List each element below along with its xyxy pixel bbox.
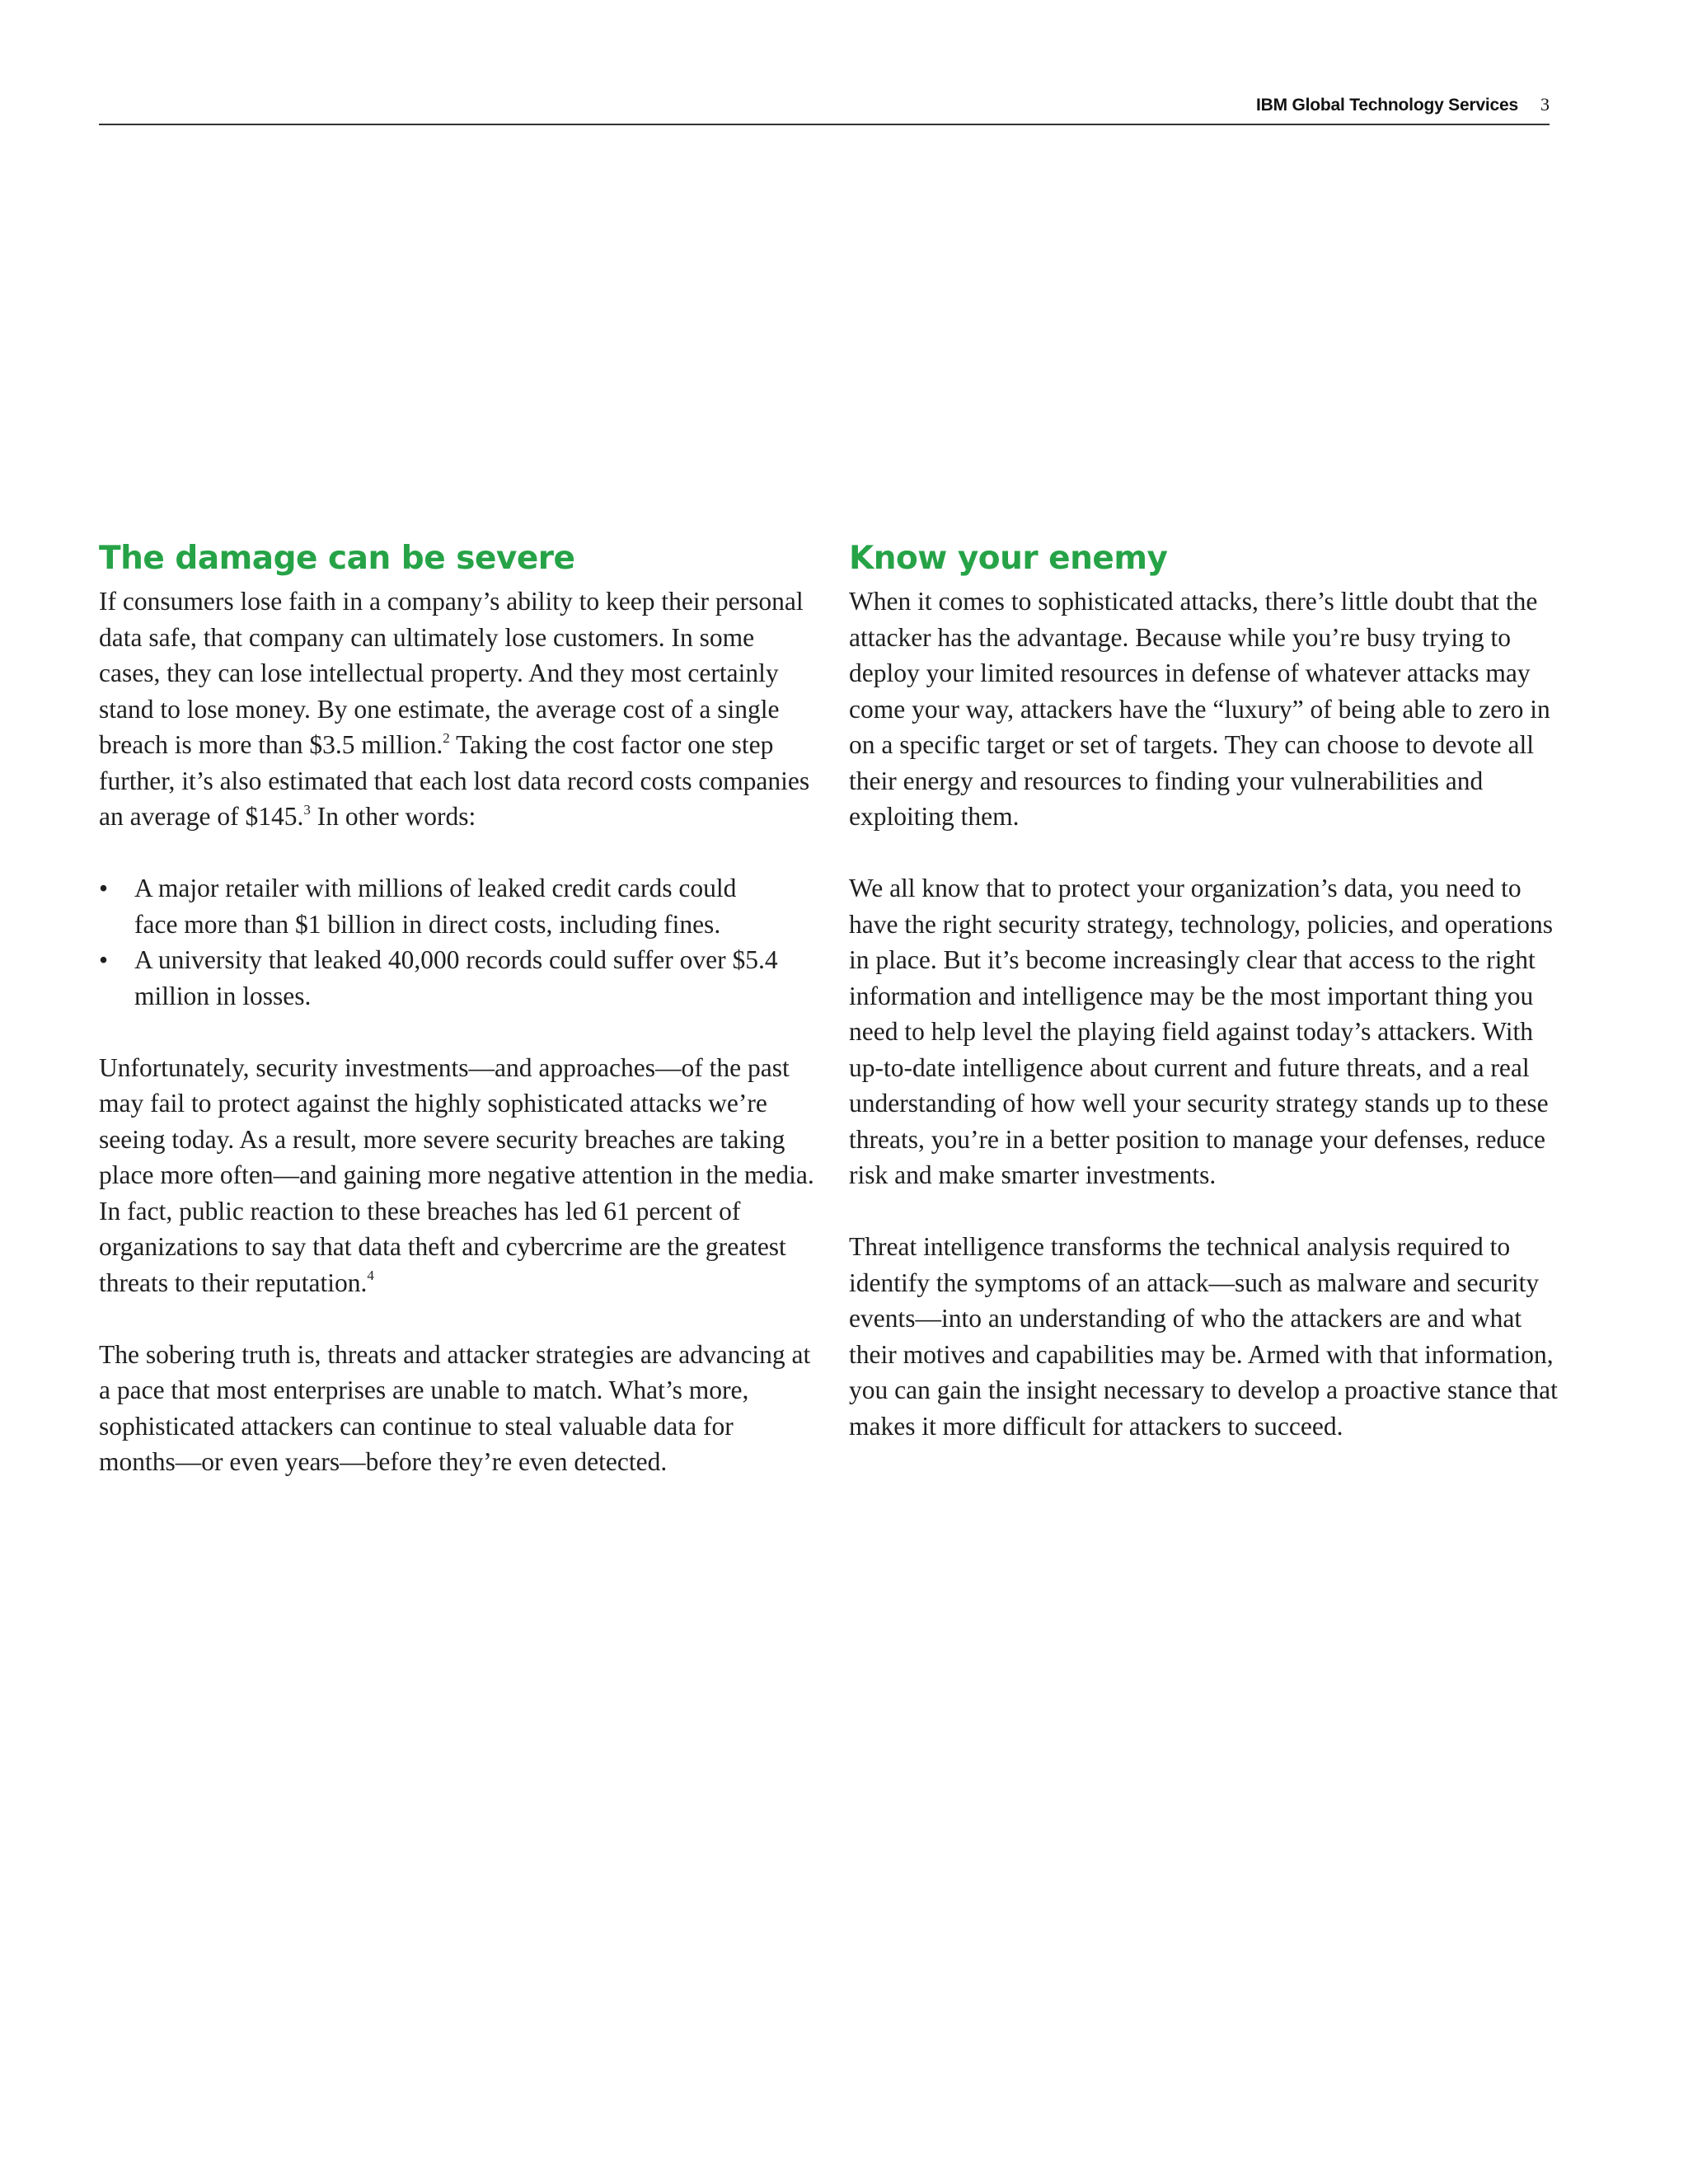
page-header <box>99 92 1550 125</box>
damage-p1-part-b: Taking the cost factor one step further, it’s also estimated that each lost data record costs companies an average of $145. <box>99 730 810 831</box>
damage-p1-part-c: In other words: <box>310 802 476 831</box>
enemy-paragraph-3: Threat intelligence transforms the technical analysis required to identify the symptoms of an attack—such as malware and security events—into an understanding of who the attackers are and what their motives and capabilities may be. Armed with that information, you can gain the insight necessary to develop a proactive stance that makes it more difficult for attackers to succeed. <box>849 1232 1558 1441</box>
list-item-text: A university that leaked 40,000 records could suffer over $5.4 million in losses. <box>134 945 778 1010</box>
damage-paragraph-3: The sobering truth is, threats and attacker strategies are advancing at a pace that most enterprises are unable to match. What’s more, sophisticated attackers can continue to steal valuable data for months—or even years—before they’re even detected. <box>99 1339 811 1476</box>
right-column <box>849 536 1558 1444</box>
damage-p2-text: Unfortunately, security investments—and approaches—of the past may fail to protect against the highly sophisticated attacks we’re seeing today. As a result, more severe security breaches are taking place more often—and gaining more negative attention in the media. In fact, public reaction to these breaches has led 61 percent of organizations to say that data theft and cybercrime are the greatest threats to their reputation. <box>99 1052 814 1297</box>
footnote-ref-3: 3 <box>303 801 311 818</box>
section-heading-damage: The damage can be severe <box>99 540 575 577</box>
enemy-paragraph-2: We all know that to protect your organization’s data, you need to have the right security strategy, technology, policies, and operations in place. But it’s become increasingly clear that access to the right information and intelligence may be the most important thing you need to help level the playing field against today’s attackers. With up-to-date intelligence about current and future threats, and a real understanding of how well your security strategy stands up to these threats, you’re in a better position to manage your defenses, reduce risk and make smarter investments. <box>849 874 1554 1189</box>
page-number: 3 <box>1540 94 1550 115</box>
list-item-text: A major retailer with millions of leaked credit cards could face more than $1 billion in direct costs, including fines. <box>134 874 737 939</box>
damage-paragraph-2 <box>99 1050 816 1301</box>
damage-paragraph-1 <box>99 583 816 835</box>
footnote-ref-4: 4 <box>367 1268 374 1283</box>
enemy-paragraph-1: When it comes to sophisticated attacks, there’s little doubt that the attacker has the advantage. Because while you’re busy trying to deploy your limited resources in defense of whatever attacks may come your way, attackers have the “luxury” of being able to zero in on a specific target or set of targets. They can choose to devote all their energy and resources to finding your vulnerabilities and exploiting them. <box>849 587 1550 831</box>
list-item <box>99 870 816 942</box>
bullet-list <box>99 870 816 1014</box>
damage-p1-part-a: If consumers lose faith in a company’s ability to keep their personal data safe, that company can ultimately lose customers. In some cases, they can lose intellectual property. And they most certainly stand to lose money. By one estimate, the average cost of a single breach is more than $3.5 million. <box>99 587 804 759</box>
section-heading-enemy: Know your enemy <box>849 540 1168 577</box>
header-title: IBM Global Technology Services <box>1255 96 1518 115</box>
left-column <box>99 536 816 1480</box>
bullet-icon: • <box>99 945 109 974</box>
list-item <box>99 942 816 1014</box>
bullet-icon: • <box>99 874 109 902</box>
footnote-ref-2: 2 <box>443 729 450 746</box>
